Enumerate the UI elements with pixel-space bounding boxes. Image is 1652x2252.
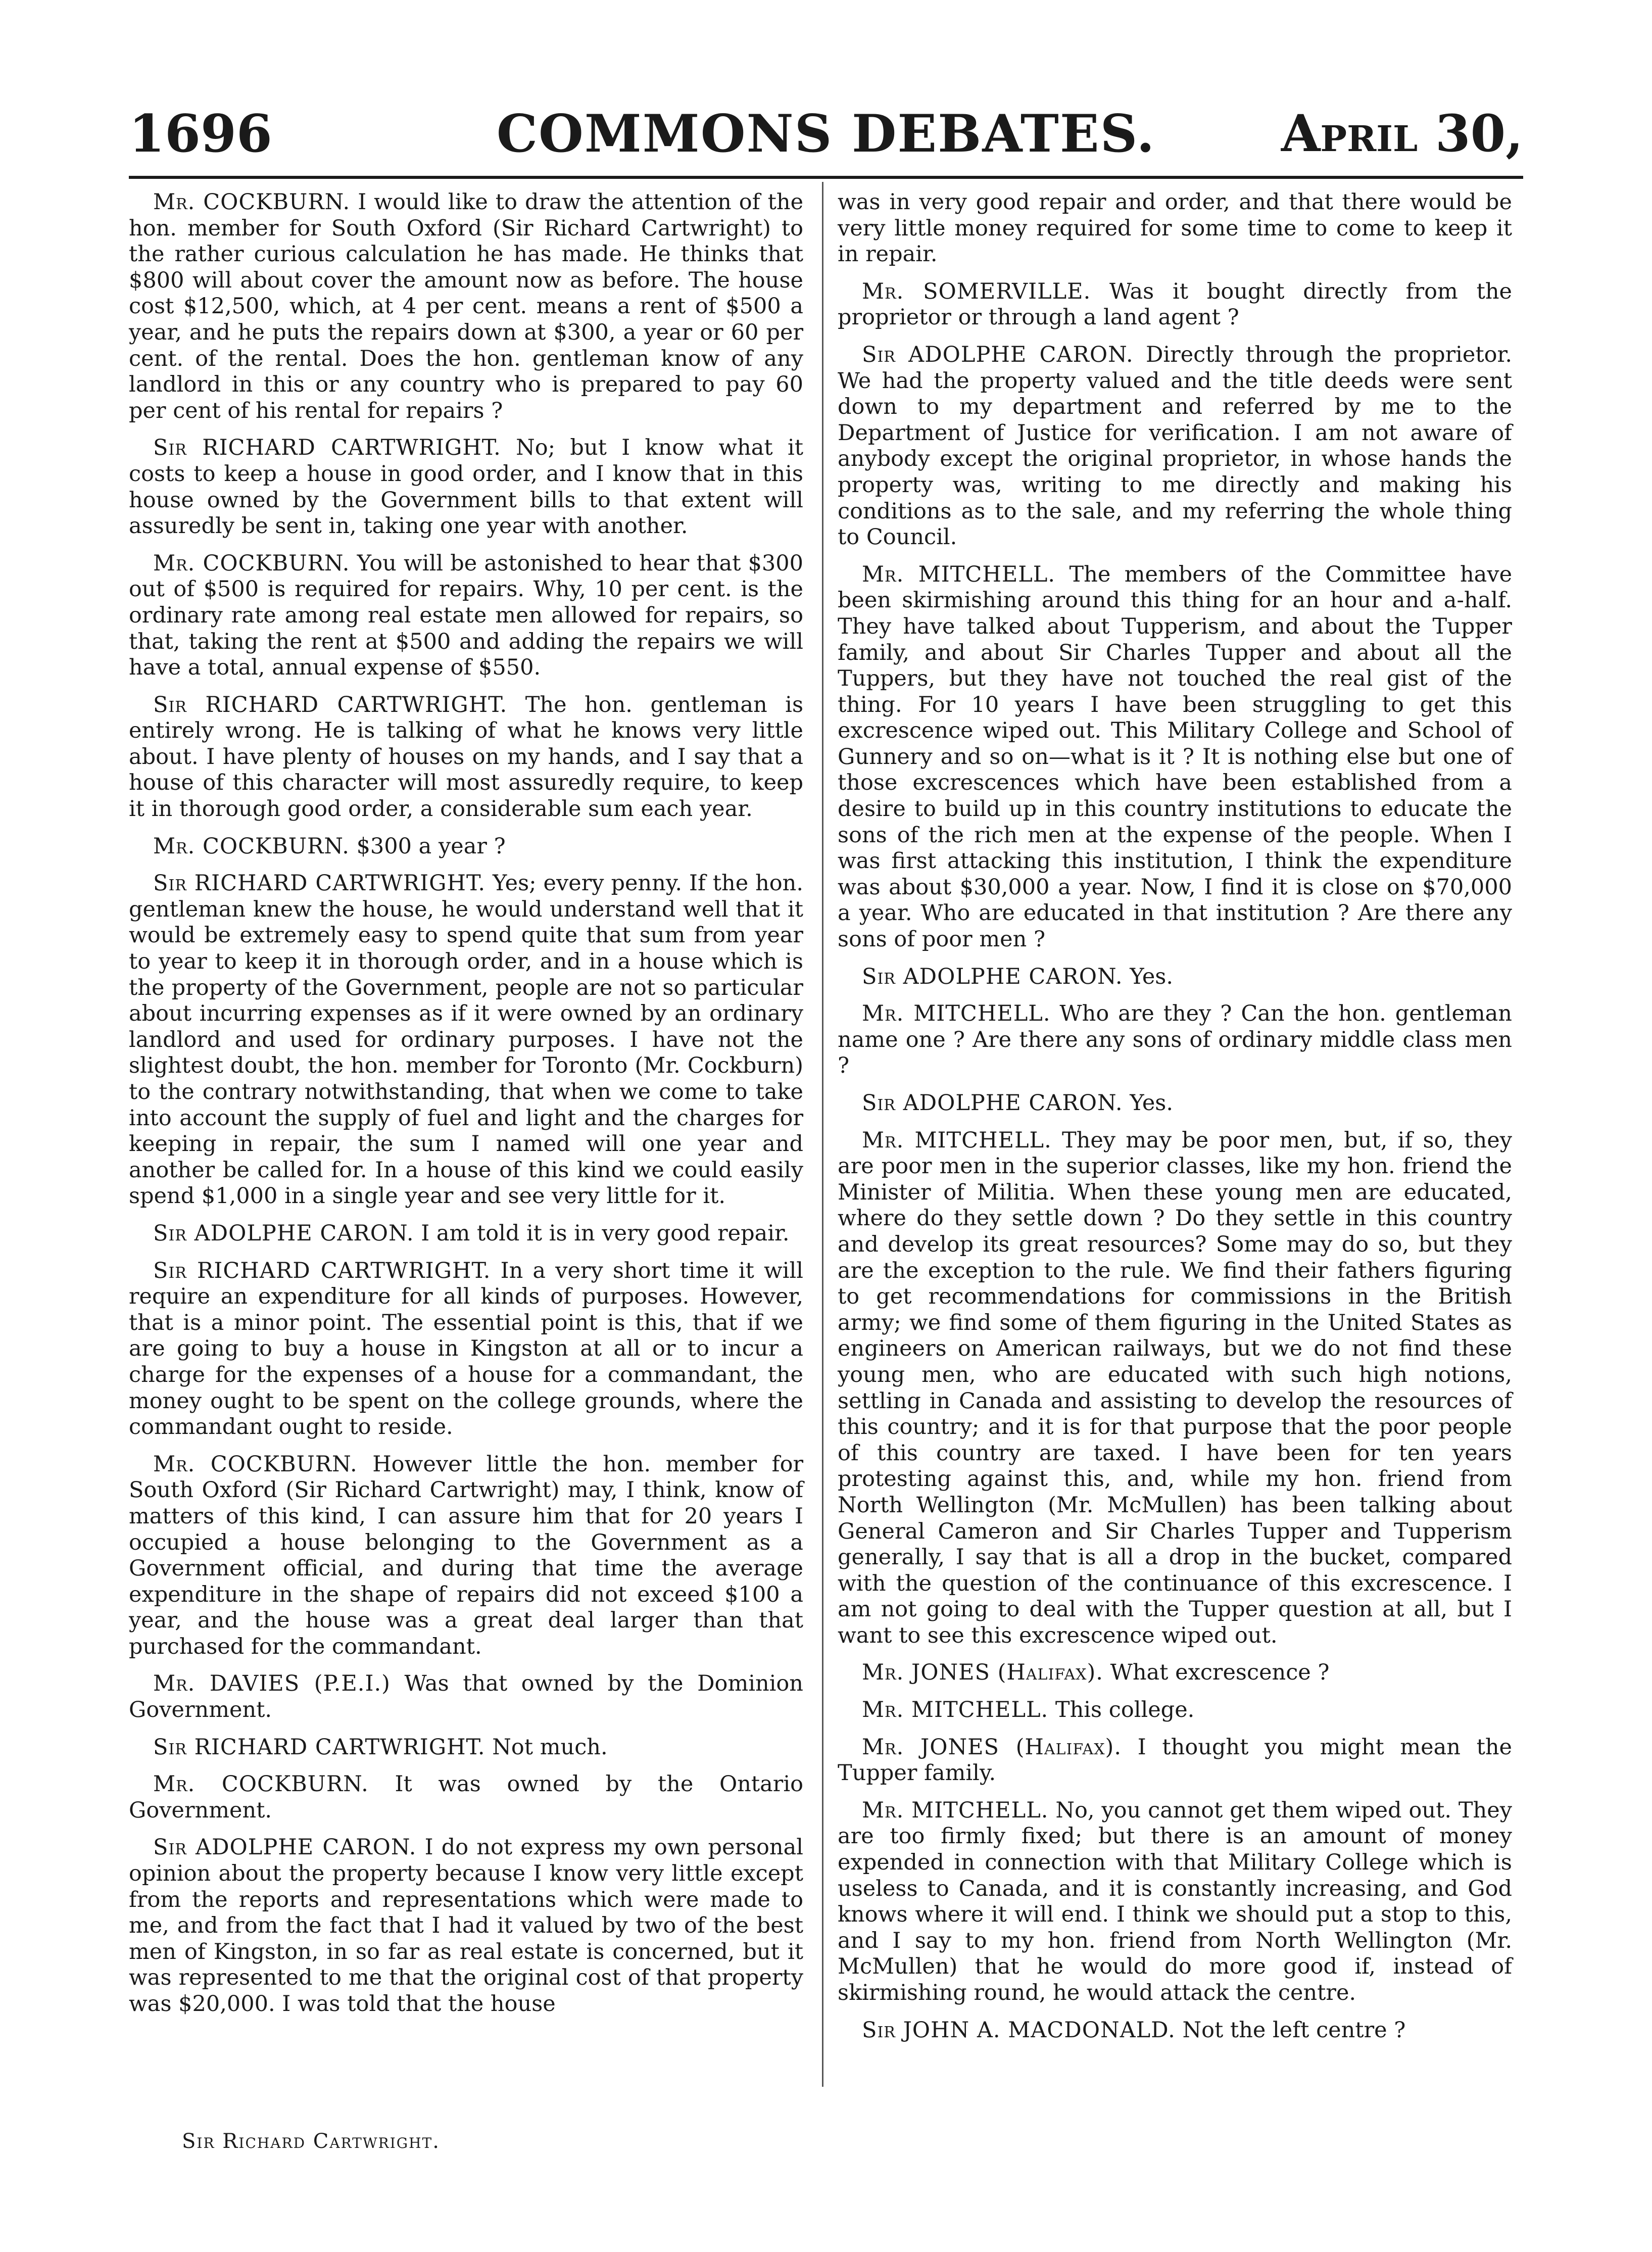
speech-text: The hon. gentleman is entirely wrong. He is talking of what he knows very little about. I have plenty of houses on my hands, and I say that a house of this character will most assuredly require, to keep it in thorough good order, a considerable sum each year. — [129, 692, 804, 822]
speech-paragraph — [838, 279, 1512, 331]
column-divider — [822, 182, 823, 2087]
speech-paragraph — [838, 2018, 1512, 2044]
speech-paragraph — [129, 1221, 803, 1247]
speaker-name: Mr. SOMERVILLE. — [862, 278, 1091, 304]
speech-text: In a very short time it will require an expenditure for all kinds of purposes. However, that is a minor point. The essential point is this, that if we are going to buy a house in Kingston at all or to incur a charge for the expenses of a house for a commandant, the money ought to be spent on the college grounds, where the commandant ought to reside. — [129, 1258, 804, 1440]
speech-text: You will be astonished to hear that $300 out of $500 is required for repairs. Why, 10 per cent. is the ordinary rate among real estate men allowed for repairs, so that, taking the rent at $500 and adding the repairs we will have a total, annual expense of $550. — [129, 550, 803, 681]
page-date: April 30, — [1281, 104, 1523, 163]
speech-paragraph — [838, 1660, 1512, 1686]
page-header — [129, 104, 1523, 164]
speaker-name: Mr. COCKBURN. — [153, 833, 350, 859]
speech-paragraph — [838, 1735, 1512, 1787]
speech-text: However little the hon. member for South Oxford (Sir Richard Cartwright) may, I think, know of matters of this kind, I can assure him that for 20 years I occupied a house belonging to the Government as a Government official, and during that time the average expenditure in the shape of repairs did not exceed $100 a year, and the house was a great deal larger than that purchased for the commandant. — [129, 1451, 804, 1659]
speaker-name: Sir RICHARD CARTWRIGHT. — [153, 871, 486, 896]
speaker-name: Mr. MITCHELL. — [862, 1797, 1049, 1823]
header-rule — [129, 176, 1523, 179]
speech-paragraph — [129, 1258, 803, 1441]
speaker-name: Mr. COCKBURN. — [153, 189, 351, 215]
speech-text: Not much. — [492, 1734, 608, 1760]
speech-paragraph — [129, 1835, 803, 2017]
speaker-name: Mr. MITCHELL. — [862, 561, 1056, 587]
speaker-name: Mr. COCKBURN. — [153, 1771, 369, 1797]
speaker-name: Mr. DAVIES (P.E.I.) — [153, 1671, 391, 1697]
speech-paragraph — [129, 834, 803, 860]
speech-text: I do not express my own personal opinion about the property because I know very little except from the reports and representations which were made to me, and from the fact that I had it valued by two of the best men of Kingston, in so far as real estate is concerned, but it was represented to me that the original cost of that property was $20,000. I was told that the house — [129, 1835, 804, 2017]
speech-paragraph — [838, 1697, 1512, 1723]
speech-paragraph — [838, 1090, 1512, 1117]
speaker-name: Sir JOHN A. MACDONALD. — [862, 2017, 1176, 2043]
speech-text: was in very good repair and order, and that there would be very little money required for some time to come to keep it in repair. — [838, 189, 1512, 267]
speech-text: I would like to draw the attention of the hon. member for South Oxford (Sir Richard Cartwright) to the rather curious calculation he has made. He thinks that $800 will about cover the amount now as before. The house cost $12,500, which, at 4 per cent. means a rent of $500 a year, and he puts the repairs down at $300, a year or 60 per cent. of the rental. Does the hon. gentleman know of any landlord in this or any country who is prepared to pay 60 per cent of his rental for repairs ? — [129, 189, 804, 423]
page-number: 1696 — [129, 104, 272, 164]
speech-text: Yes. — [1130, 964, 1174, 989]
speech-text: Who are they ? Can the hon. gentleman name one ? Are there any sons of ordinary middle class men ? — [838, 1001, 1512, 1079]
speech-paragraph — [129, 1452, 803, 1660]
speech-paragraph — [838, 1001, 1512, 1079]
page-title: COMMONS DEBATES. — [496, 104, 1156, 164]
speech-text: Was it bought directly from the proprietor or through a land agent ? — [838, 278, 1513, 330]
speech-text: Not the left centre ? — [1182, 2017, 1406, 2043]
speaker-name: Sir RICHARD CARTWRIGHT. — [153, 435, 501, 461]
speech-paragraph — [129, 1735, 803, 1761]
speaker-name: Mr. MITCHELL. — [862, 1697, 1049, 1723]
speaker-name: Sir ADOLPHE CARON. — [153, 1220, 414, 1246]
catchword: Sir Richard Cartwright. — [182, 2130, 440, 2153]
speech-paragraph — [129, 871, 803, 1210]
speaker-name: Sir ADOLPHE CARON. — [153, 1835, 417, 1860]
speech-paragraph — [838, 964, 1512, 990]
speech-text: I am told it is in very good repair. — [421, 1220, 790, 1246]
speaker-name: Sir ADOLPHE CARON. — [862, 964, 1123, 989]
speech-text: It was owned by the Ontario Government. — [129, 1771, 803, 1823]
speech-paragraph — [129, 692, 803, 823]
speech-paragraph — [129, 551, 803, 681]
speaker-name: Mr. COCKBURN. — [153, 550, 350, 576]
left-column — [129, 189, 803, 2029]
speaker-name: Mr. MITCHELL. — [862, 1127, 1052, 1153]
speaker-name: Mr. JONES (Halifax). — [862, 1734, 1122, 1760]
speech-paragraph — [838, 1128, 1512, 1649]
speaker-name: Mr. COCKBURN. — [153, 1451, 358, 1477]
speech-text: Directly through the proprietor. We had the property valued and the title deeds were sent down to my department and referred by me to the Department of Justice for verification. I am not aware of anybody except the original proprietor, in whose hands the property was, writing to me directly and making his conditions as to the sale, and my referring the whole thing to Council. — [838, 342, 1513, 550]
speech-text: What excrescence ? — [1110, 1660, 1330, 1686]
speaker-name: Sir ADOLPHE CARON. — [862, 342, 1134, 367]
speaker-name: Sir RICHARD CARTWRIGHT. — [153, 1734, 485, 1760]
speech-text: I thought you might mean the Tupper family. — [838, 1734, 1512, 1786]
speech-text: This college. — [1055, 1697, 1195, 1723]
speech-paragraph — [129, 435, 803, 539]
speech-text: They may be poor men, but, if so, they are poor men in the superior classes, like my hon. friend the Minister of Militia. When these young men are educated, where do they settle down ? Do they settle in this country and develop its great resources? Some may do so, but they are the exception to the rule. We find their fathers figuring to get recommendations for commissions in the British army; we find some of them figuring in the United States as engineers on American railways, but we do not find these young men, who are educated with such high notions, settling in Canada and assisting to develop the resources of this country; and it is for that purpose that the poor people of this country are taxed. I have been for ten years protesting against this, and, while my hon. friend from North Wellington (Mr. McMullen) has been talking about General Cameron and Sir Charles Tupper and Tupperism generally, I say that is all a drop in the bucket, compared with the question of the continuance of this excrescence. I am not going to deal with the Tupper question at all, but I want to see this excrescence wiped out. — [838, 1127, 1512, 1648]
speech-text: The members of the Committee have been skirmishing around this thing for an hour and a-half. They have talked about Tupperism, and about the Tupper family, and about Sir Charles Tupper and about all the Tuppers, but they have not touched the real gist of the thing. For 10 years I have been struggling to get this excrescence wiped out. This Military College and School of Gunnery and so on—what is it ? It is nothing else but one of those excrescences which have been established from a desire to build up in this country institutions to educate the sons of the rich men at the expense of the people. When I was first attacking this institution, I think the expenditure was about $30,000 a year. Now, I find it is close on $70,000 a year. Who are educated in that institution ? Are there any sons of poor men ? — [838, 561, 1513, 952]
speaker-name: Sir ADOLPHE CARON. — [862, 1090, 1123, 1116]
speech-text: No, you cannot get them wiped out. They are too firmly fixed; but there is an amount of money expended in connection with that Military College which is useless to Canada, and it is constantly increasing, and God knows where it will end. I think we should put a stop to this, and I say to my hon. friend from North Wellington (Mr. McMullen) that he would do more good if, instead of skirmishing round, he would attack the centre. — [838, 1797, 1512, 2005]
speech-paragraph — [838, 562, 1512, 953]
speech-paragraph — [838, 342, 1512, 551]
right-column — [838, 189, 1512, 2054]
speech-paragraph — [129, 1671, 803, 1723]
speech-paragraph — [129, 1771, 803, 1824]
speech-text: Yes. — [1130, 1090, 1174, 1116]
speech-text: Was that owned by the Dominion Government. — [129, 1671, 803, 1723]
speech-paragraph — [838, 189, 1512, 268]
speaker-name: Sir RICHARD CARTWRIGHT. — [153, 1258, 491, 1283]
speaker-name: Sir RICHARD CARTWRIGHT. — [153, 692, 508, 717]
speech-paragraph — [838, 1798, 1512, 2006]
speech-text: Yes; every penny. If the hon. gentleman knew the house, he would understand well that it would be extremely easy to spend quite that sum from year to year to keep it in thorough order, and in a house which is the property of the Government, people are not so particular about incurring expenses as if it were owned by an ordinary landlord and used for ordinary purposes. I have not the slightest doubt, the hon. member for Toronto (Mr. Cockburn) to the contrary notwithstanding, that when we come to take into account the supply of fuel and light and the charges for keeping in repair, the sum I named will one year and another be called for. In a house of this kind we could easily spend $1,000 in a single year and see very little for it. — [129, 871, 804, 1209]
speaker-name: Mr. MITCHELL. — [862, 1001, 1051, 1027]
speech-paragraph — [129, 189, 803, 424]
speech-text: $300 a year ? — [356, 833, 506, 859]
speech-text: No; but I know what it costs to keep a house in good order, and I know that in this house owned by the Government bills to that extent will assuredly be sent in, taking one year with another. — [129, 435, 803, 539]
speaker-name: Mr. JONES (Halifax). — [862, 1660, 1103, 1686]
